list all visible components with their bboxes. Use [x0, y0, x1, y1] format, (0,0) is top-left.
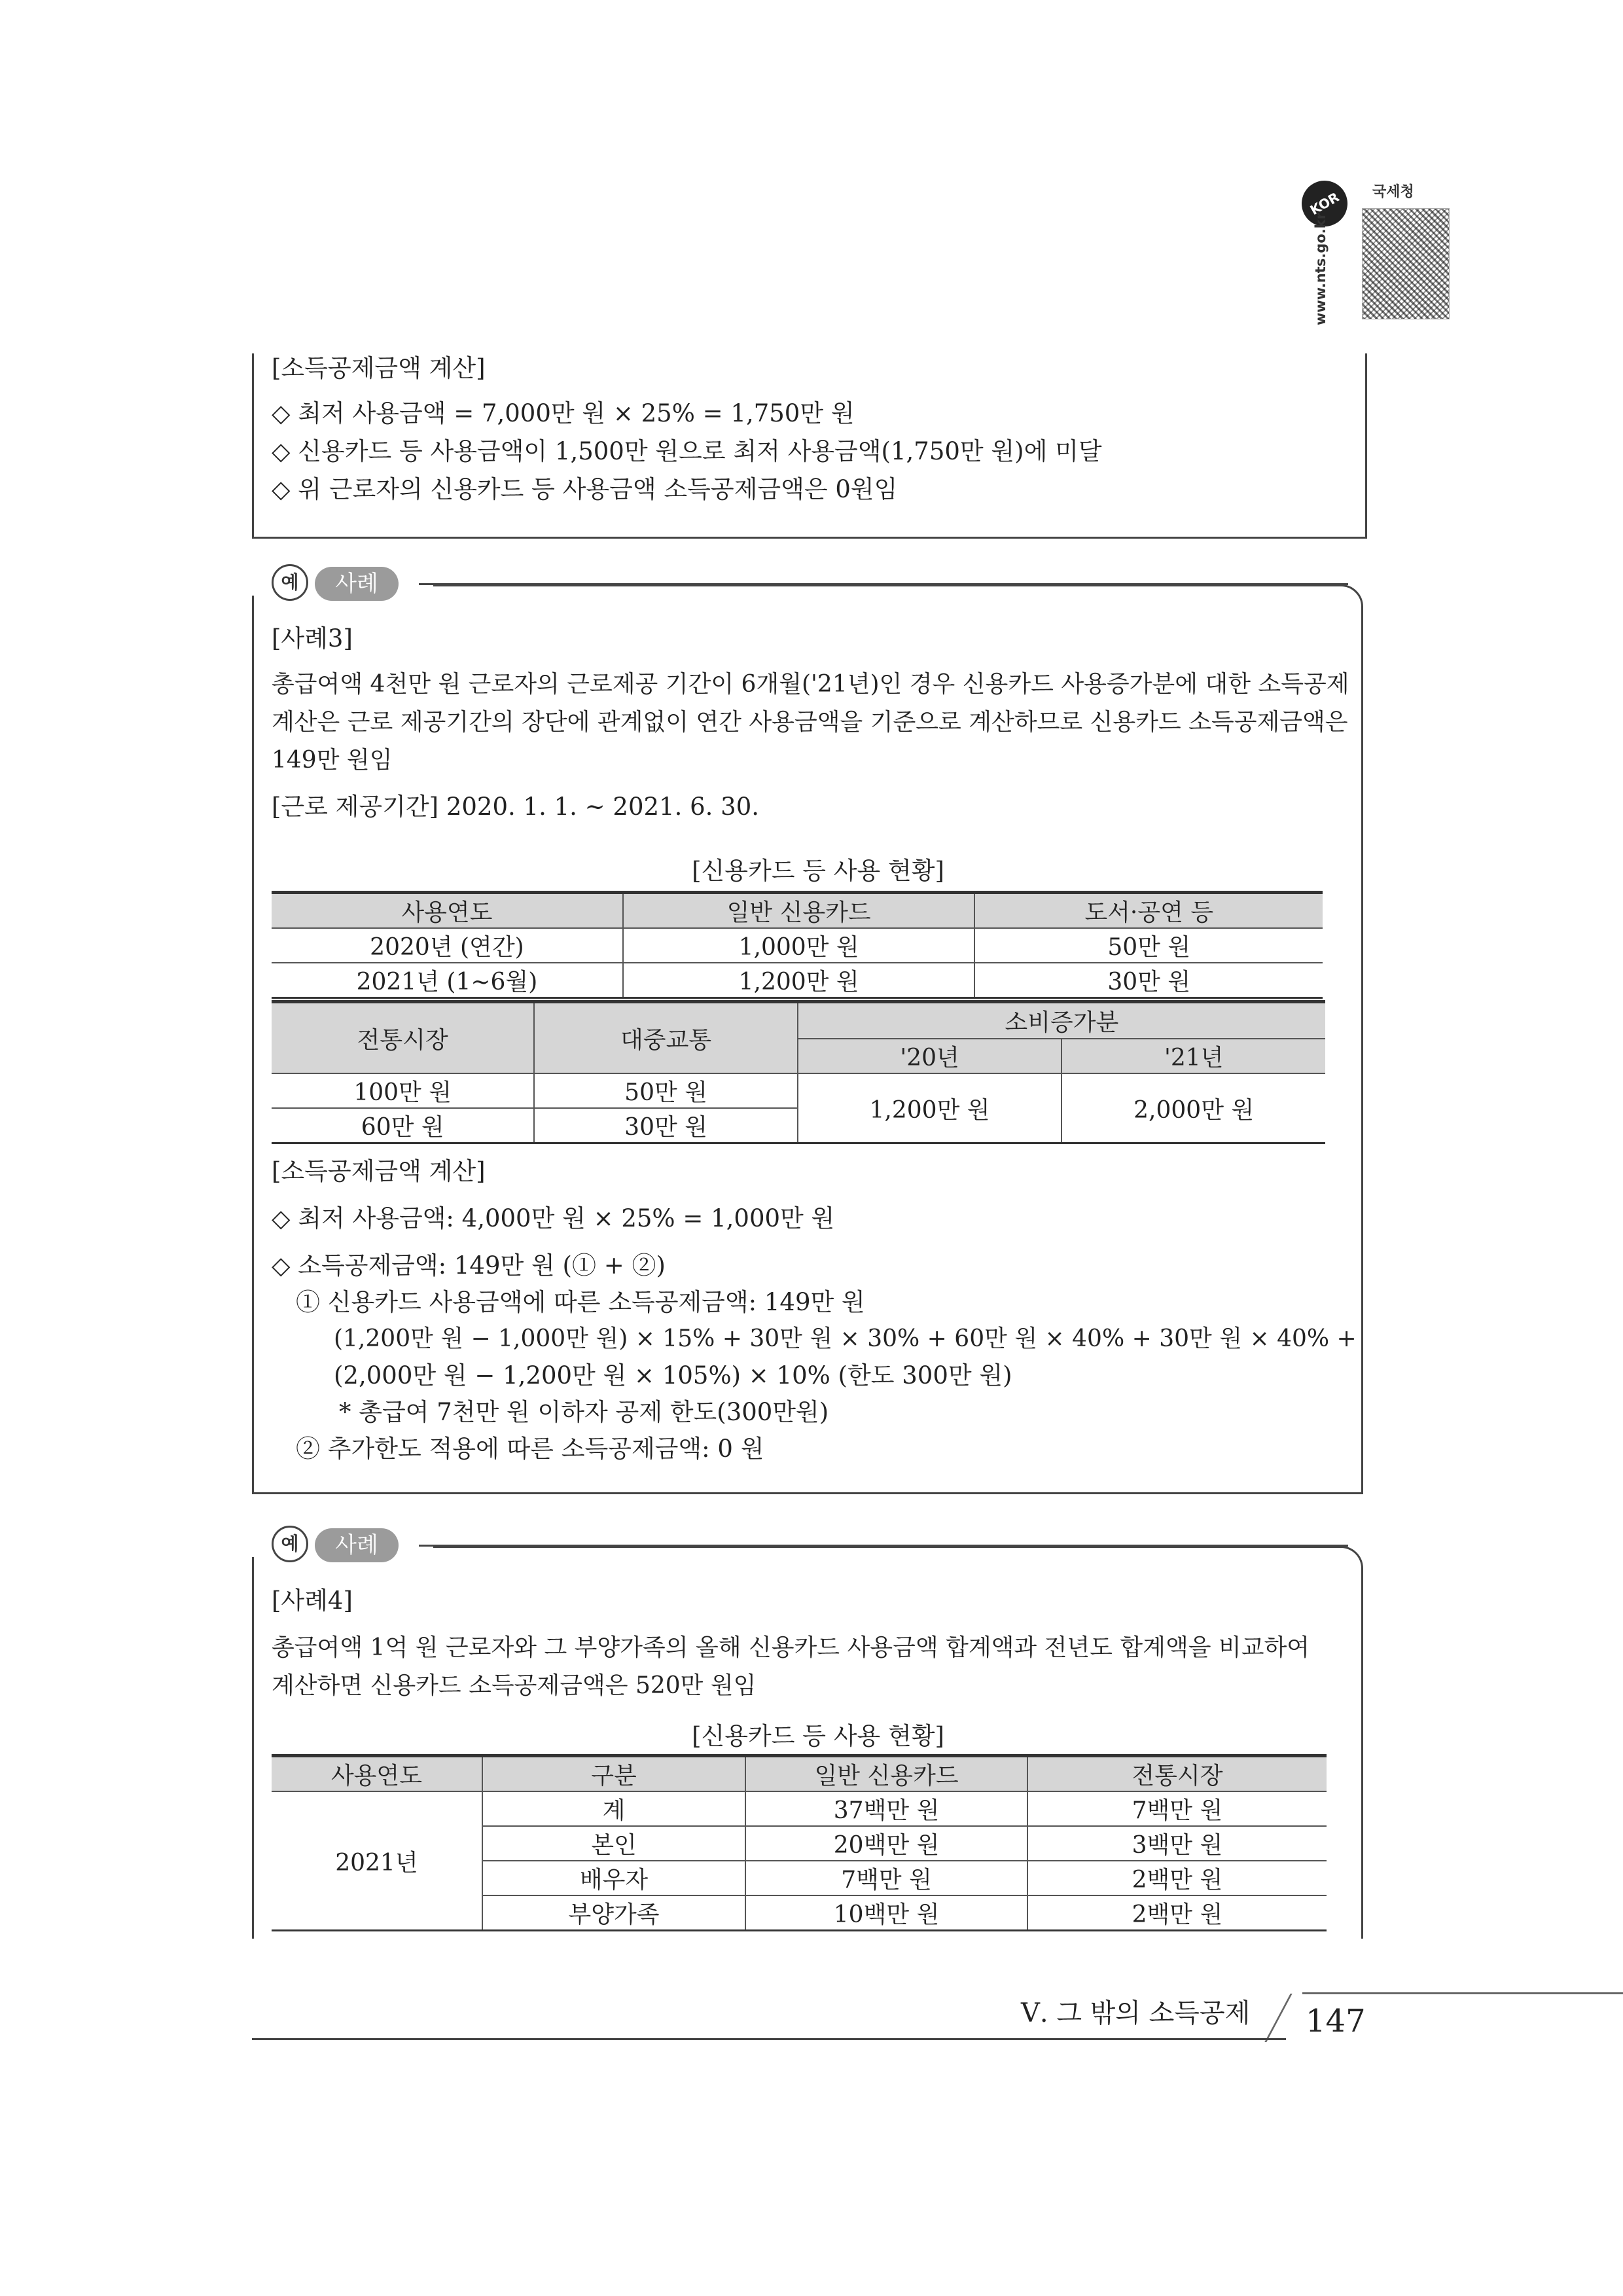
table-cell: 100만 원: [272, 1073, 534, 1108]
table-row: [272, 1073, 1325, 1108]
table-header: 구분: [482, 1756, 745, 1792]
table-header: 도서·공연 등: [974, 893, 1323, 929]
chapter-title: Ⅴ. 그 밖의 소득공제: [1021, 1998, 1251, 2028]
case3-sub-line: ② 추가한도 적용에 따른 소득공제금액: 0 원: [296, 1435, 764, 1463]
table-cell: 배우자: [482, 1861, 745, 1895]
table-cell: 2020년 (연간): [272, 928, 623, 963]
example-icon: 예: [272, 564, 308, 601]
footer-divider: [1264, 1994, 1292, 2042]
table-cell: 7백만 원: [1027, 1791, 1327, 1826]
table-row: [272, 928, 1323, 963]
case4-tag-label: 사례: [315, 1528, 399, 1562]
org-name: 국세청: [1372, 184, 1414, 200]
table-header: 일반 신용카드: [623, 893, 975, 929]
box1-line: ◇ 신용카드 등 사용금액이 1,500만 원으로 최저 사용금액(1,750만 원)에 미달: [272, 437, 1102, 465]
case3-market-table: [272, 1000, 1325, 1144]
case3-tag-label: 사례: [315, 567, 399, 601]
table-cell: 30만 원: [534, 1108, 797, 1143]
example-icon: 예: [272, 1526, 308, 1562]
table-cell: 계: [482, 1791, 745, 1826]
box1-heading: [소득공제금액 계산]: [272, 354, 486, 382]
table-cell: 50만 원: [534, 1073, 797, 1108]
box1-line: ◇ 위 근로자의 신용카드 등 사용금액 소득공제금액은 0원임: [272, 475, 898, 503]
footer-rule: [252, 2038, 1286, 2040]
qr-code-icon: [1362, 208, 1450, 319]
case3-footnote: * 총급여 7천만 원 이하자 공제 한도(300만원): [339, 1398, 829, 1426]
case3-calc-line: ◇ 소득공제금액: 149만 원 (① + ②): [272, 1251, 666, 1280]
table-header: 사용연도: [272, 893, 623, 929]
table-cell: 2백만 원: [1027, 1861, 1327, 1895]
case3-desc-line: 계산은 근로 제공기간의 장단에 관계없이 연간 사용금액을 기준으로 계산하므로 신용카드 소득공제금액은: [272, 709, 1348, 736]
table-cell: 30만 원: [974, 963, 1323, 998]
table-subheader: '20년: [798, 1039, 1062, 1074]
case3-calc-heading: [소득공제금액 계산]: [272, 1157, 486, 1185]
case3-sub-line: (2,000만 원 − 1,200만 원 × 105%) × 10% (한도 300만 원): [334, 1361, 1012, 1390]
table-header: 대중교통: [534, 1002, 797, 1074]
case3-title: [사례3]: [272, 624, 353, 653]
case4-usage-table: [272, 1754, 1327, 1931]
case3-usage-table: [272, 891, 1323, 999]
case4-desc-line: 계산하면 신용카드 소득공제금액은 520만 원임: [272, 1672, 757, 1699]
table-header: 일반 신용카드: [745, 1756, 1027, 1792]
table-cell: 1,200만 원: [798, 1073, 1062, 1143]
table-cell: 2,000만 원: [1061, 1073, 1325, 1143]
case4-tag: [272, 1526, 402, 1565]
table-cell: 1,000만 원: [623, 928, 975, 963]
case3-calc-line: ◇ 최저 사용금액: 4,000만 원 × 25% = 1,000만 원: [272, 1204, 835, 1232]
case3-sub-line: (1,200만 원 − 1,000만 원) × 15% + 30만 원 × 30% + 60만 원 × 40% + 30만 원 × 40% +: [334, 1325, 1357, 1352]
table-cell-year: 2021년: [272, 1791, 482, 1931]
case3-table-caption: [신용카드 등 사용 현황]: [692, 857, 944, 885]
nts-logo: [1299, 171, 1450, 325]
table-cell: 부양가족: [482, 1895, 745, 1931]
case4-title: [사례4]: [272, 1587, 353, 1615]
table-cell: 37백만 원: [745, 1791, 1027, 1826]
case3-desc-line: 총급여액 4천만 원 근로자의 근로제공 기간이 6개월('21년)인 경우 신용카드 사용증가분에 대한 소득공제: [272, 671, 1349, 698]
table-subheader: '21년: [1061, 1039, 1325, 1074]
table-cell: 2021년 (1~6월): [272, 963, 623, 998]
table-header: 소비증가분: [798, 1002, 1325, 1039]
case4-table-caption: [신용카드 등 사용 현황]: [692, 1722, 944, 1750]
table-cell: 3백만 원: [1027, 1826, 1327, 1861]
table-cell: 10백만 원: [745, 1895, 1027, 1931]
case3-tag: [272, 564, 402, 603]
case3-desc-line: 149만 원임: [272, 747, 393, 774]
page-number: 147: [1306, 2003, 1366, 2039]
table-cell: 본인: [482, 1826, 745, 1861]
case3-sub-line: ① 신용카드 사용금액에 따른 소득공제금액: 149만 원: [296, 1288, 865, 1316]
table-cell: 50만 원: [974, 928, 1323, 963]
kor-badge-icon: KOR: [1293, 172, 1356, 235]
footer-rule: [1302, 1992, 1623, 1994]
table-cell: 1,200만 원: [623, 963, 975, 998]
table-row: [272, 1791, 1327, 1826]
case3-period: [근로 제공기간] 2020. 1. 1. ~ 2021. 6. 30.: [272, 793, 760, 821]
table-header: 사용연도: [272, 1756, 482, 1792]
site-url: www.nts.go.kr: [1313, 212, 1329, 325]
table-header: 전통시장: [272, 1002, 534, 1074]
table-cell: 7백만 원: [745, 1861, 1027, 1895]
case4-desc-line: 총급여액 1억 원 근로자와 그 부양가족의 올해 신용카드 사용금액 합계액과 전년도 합계액을 비교하여: [272, 1634, 1310, 1661]
table-cell: 20백만 원: [745, 1826, 1027, 1861]
box1-line: ◇ 최저 사용금액 = 7,000만 원 × 25% = 1,750만 원: [272, 399, 855, 427]
table-cell: 2백만 원: [1027, 1895, 1327, 1931]
table-row: [272, 963, 1323, 998]
table-cell: 60만 원: [272, 1108, 534, 1143]
table-header: 전통시장: [1027, 1756, 1327, 1792]
